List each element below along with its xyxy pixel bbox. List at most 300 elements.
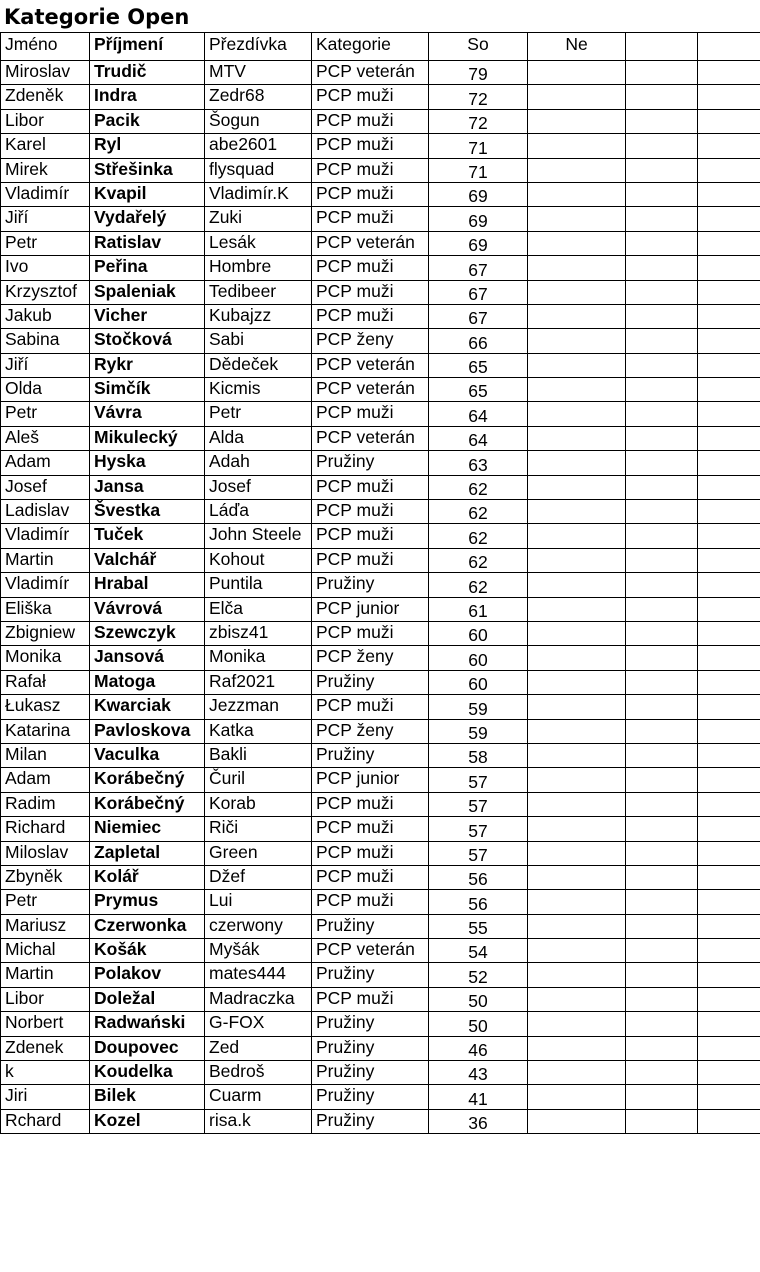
category-cell: PCP muži [312,548,429,572]
sunday-score-cell [528,597,626,621]
saturday-score-cell: 62 [429,524,528,548]
sunday-score-cell [528,426,626,450]
sunday-score-cell [528,353,626,377]
empty-cell [626,597,698,621]
saturday-score-cell: 55 [429,914,528,938]
first-name-cell: Libor [1,987,90,1011]
nickname-cell: Myšák [205,939,312,963]
last-name-cell: Vávra [90,402,205,426]
empty-cell [698,646,760,670]
saturday-score-cell: 52 [429,963,528,987]
empty-cell [626,378,698,402]
sunday-score-cell [528,1036,626,1060]
empty-cell [626,1012,698,1036]
nickname-cell: Šogun [205,109,312,133]
empty-cell [626,426,698,450]
empty-cell [626,329,698,353]
category-cell: PCP veterán [312,426,429,450]
nickname-cell: Adah [205,451,312,475]
category-cell: PCP muži [312,695,429,719]
empty-cell [626,865,698,889]
nickname-cell: Monika [205,646,312,670]
last-name-cell: Pavloskova [90,719,205,743]
saturday-score-cell: 62 [429,500,528,524]
sunday-score-cell [528,573,626,597]
empty-cell [698,61,760,85]
first-name-cell: Rafał [1,670,90,694]
first-name-cell: Zbyněk [1,865,90,889]
first-name-cell: Mariusz [1,914,90,938]
first-name-cell: Jakub [1,304,90,328]
nickname-cell: Madraczka [205,987,312,1011]
empty-cell [698,134,760,158]
category-cell: PCP veterán [312,378,429,402]
empty-cell [698,768,760,792]
saturday-score-cell: 64 [429,402,528,426]
last-name-cell: Bilek [90,1085,205,1109]
last-name-cell: Korábečný [90,768,205,792]
first-name-cell: Mirek [1,158,90,182]
saturday-score-cell: 72 [429,109,528,133]
table-row [1,939,760,963]
saturday-score-cell: 50 [429,1012,528,1036]
table-row [1,158,760,182]
first-name-cell: Łukasz [1,695,90,719]
empty-cell [626,109,698,133]
first-name-cell: Martin [1,548,90,572]
empty-cell [698,987,760,1011]
last-name-cell: Szewczyk [90,621,205,645]
empty-cell [698,524,760,548]
category-cell: PCP muži [312,890,429,914]
saturday-score-cell: 57 [429,792,528,816]
empty-cell [626,817,698,841]
saturday-score-cell: 59 [429,695,528,719]
empty-cell [698,182,760,206]
last-name-cell: Vaculka [90,743,205,767]
table-row [1,475,760,499]
last-name-cell: Rykr [90,353,205,377]
first-name-cell: Zdenek [1,1036,90,1060]
nickname-cell: John Steele [205,524,312,548]
first-name-cell: Petr [1,402,90,426]
category-cell: PCP muži [312,792,429,816]
empty-cell [626,939,698,963]
saturday-score-cell: 56 [429,890,528,914]
table-row [1,1012,760,1036]
nickname-cell: Láďa [205,500,312,524]
first-name-cell: Eliška [1,597,90,621]
saturday-score-cell: 66 [429,329,528,353]
first-name-cell: Richard [1,817,90,841]
table-row [1,695,760,719]
table-row [1,743,760,767]
last-name-cell: Vávrová [90,597,205,621]
first-name-cell: Aleš [1,426,90,450]
nickname-cell: Puntila [205,573,312,597]
nickname-cell: Katka [205,719,312,743]
last-name-cell: Jansová [90,646,205,670]
empty-cell [626,207,698,231]
header-first-name: Jméno [1,33,90,61]
category-cell: PCP muži [312,475,429,499]
nickname-cell: MTV [205,61,312,85]
category-cell: PCP ženy [312,329,429,353]
table-row [1,280,760,304]
sunday-score-cell [528,743,626,767]
sunday-score-cell [528,646,626,670]
category-cell: Pružiny [312,451,429,475]
empty-cell [626,1036,698,1060]
saturday-score-cell: 65 [429,378,528,402]
nickname-cell: zbisz41 [205,621,312,645]
header-sunday: Ne [528,33,626,61]
saturday-score-cell: 54 [429,939,528,963]
last-name-cell: Střešinka [90,158,205,182]
empty-cell [698,109,760,133]
nickname-cell: abe2601 [205,134,312,158]
nickname-cell: Riči [205,817,312,841]
category-cell: PCP muži [312,865,429,889]
last-name-cell: Koudelka [90,1061,205,1085]
sunday-score-cell [528,1109,626,1133]
first-name-cell: Krzysztof [1,280,90,304]
empty-cell [698,207,760,231]
saturday-score-cell: 62 [429,573,528,597]
first-name-cell: Karel [1,134,90,158]
saturday-score-cell: 62 [429,548,528,572]
nickname-cell: Jezzman [205,695,312,719]
last-name-cell: Jansa [90,475,205,499]
saturday-score-cell: 69 [429,207,528,231]
nickname-cell: flysquad [205,158,312,182]
category-cell: PCP muži [312,621,429,645]
empty-cell [626,963,698,987]
sunday-score-cell [528,280,626,304]
first-name-cell: Jiří [1,207,90,231]
category-cell: Pružiny [312,1109,429,1133]
category-cell: PCP ženy [312,646,429,670]
empty-cell [698,548,760,572]
empty-cell [626,841,698,865]
empty-cell [698,85,760,109]
last-name-cell: Korábečný [90,792,205,816]
first-name-cell: Zdeněk [1,85,90,109]
sunday-score-cell [528,231,626,255]
last-name-cell: Spaleniak [90,280,205,304]
empty-cell [626,695,698,719]
last-name-cell: Pacik [90,109,205,133]
category-cell: PCP muži [312,134,429,158]
empty-cell [698,1061,760,1085]
first-name-cell: Jiri [1,1085,90,1109]
last-name-cell: Valchář [90,548,205,572]
empty-cell [698,475,760,499]
empty-cell [698,865,760,889]
empty-cell [698,963,760,987]
table-row [1,548,760,572]
nickname-cell: Kubajzz [205,304,312,328]
last-name-cell: Trudič [90,61,205,85]
category-cell: Pružiny [312,670,429,694]
first-name-cell: Adam [1,451,90,475]
empty-cell [626,231,698,255]
last-name-cell: Zapletal [90,841,205,865]
last-name-cell: Kwarciak [90,695,205,719]
first-name-cell: Miloslav [1,841,90,865]
category-cell: Pružiny [312,914,429,938]
last-name-cell: Kozel [90,1109,205,1133]
empty-cell [698,378,760,402]
sunday-score-cell [528,963,626,987]
header-category: Kategorie [312,33,429,61]
saturday-score-cell: 69 [429,231,528,255]
saturday-score-cell: 61 [429,597,528,621]
sunday-score-cell [528,256,626,280]
category-cell: Pružiny [312,1061,429,1085]
first-name-cell: Vladimír [1,182,90,206]
first-name-cell: Monika [1,646,90,670]
table-row [1,378,760,402]
empty-cell [626,451,698,475]
saturday-score-cell: 59 [429,719,528,743]
category-cell: Pružiny [312,1085,429,1109]
table-row [1,890,760,914]
category-cell: PCP muži [312,158,429,182]
table-row [1,987,760,1011]
empty-cell [626,670,698,694]
sunday-score-cell [528,987,626,1011]
empty-cell [698,1085,760,1109]
nickname-cell: Lesák [205,231,312,255]
table-row [1,500,760,524]
saturday-score-cell: 46 [429,1036,528,1060]
header-empty-1 [626,33,698,61]
first-name-cell: Olda [1,378,90,402]
empty-cell [698,573,760,597]
category-cell: PCP veterán [312,353,429,377]
nickname-cell: Josef [205,475,312,499]
category-cell: PCP veterán [312,939,429,963]
empty-cell [626,256,698,280]
empty-cell [698,597,760,621]
sunday-score-cell [528,378,626,402]
first-name-cell: Petr [1,231,90,255]
saturday-score-cell: 72 [429,85,528,109]
category-cell: PCP muži [312,207,429,231]
first-name-cell: Norbert [1,1012,90,1036]
category-cell: Pružiny [312,573,429,597]
last-name-cell: Simčík [90,378,205,402]
first-name-cell: Radim [1,792,90,816]
saturday-score-cell: 64 [429,426,528,450]
saturday-score-cell: 71 [429,158,528,182]
empty-cell [698,670,760,694]
empty-cell [626,914,698,938]
saturday-score-cell: 67 [429,304,528,328]
empty-cell [626,1061,698,1085]
page-title: Kategorie Open [4,5,190,29]
nickname-cell: Kicmis [205,378,312,402]
sunday-score-cell [528,817,626,841]
sunday-score-cell [528,548,626,572]
first-name-cell: Milan [1,743,90,767]
first-name-cell: Ladislav [1,500,90,524]
empty-cell [626,890,698,914]
empty-cell [698,792,760,816]
last-name-cell: Radwański [90,1012,205,1036]
results-table [0,32,760,1134]
nickname-cell: Green [205,841,312,865]
empty-cell [626,548,698,572]
table-row [1,207,760,231]
empty-cell [698,158,760,182]
empty-cell [626,304,698,328]
sunday-score-cell [528,841,626,865]
empty-cell [698,695,760,719]
nickname-cell: Dědeček [205,353,312,377]
sunday-score-cell [528,402,626,426]
last-name-cell: Indra [90,85,205,109]
saturday-score-cell: 58 [429,743,528,767]
empty-cell [626,524,698,548]
sunday-score-cell [528,719,626,743]
empty-cell [626,743,698,767]
first-name-cell: Miroslav [1,61,90,85]
table-row [1,573,760,597]
empty-cell [698,1109,760,1133]
header-empty-2 [698,33,760,61]
empty-cell [626,182,698,206]
last-name-cell: Peřina [90,256,205,280]
category-cell: PCP muži [312,817,429,841]
last-name-cell: Niemiec [90,817,205,841]
nickname-cell: Zed [205,1036,312,1060]
table-row [1,85,760,109]
empty-cell [626,646,698,670]
table-row [1,646,760,670]
empty-cell [698,719,760,743]
saturday-score-cell: 56 [429,865,528,889]
table-row [1,1085,760,1109]
saturday-score-cell: 63 [429,451,528,475]
last-name-cell: Ryl [90,134,205,158]
nickname-cell: Bakli [205,743,312,767]
category-cell: PCP ženy [312,719,429,743]
nickname-cell: Vladimír.K [205,182,312,206]
nickname-cell: Bedroš [205,1061,312,1085]
category-cell: PCP muži [312,524,429,548]
table-row [1,402,760,426]
empty-cell [626,500,698,524]
table-row [1,914,760,938]
table-row [1,792,760,816]
nickname-cell: Zuki [205,207,312,231]
table-row [1,865,760,889]
last-name-cell: Czerwonka [90,914,205,938]
empty-cell [698,939,760,963]
first-name-cell: Katarina [1,719,90,743]
first-name-cell: Ivo [1,256,90,280]
category-cell: PCP muži [312,500,429,524]
empty-cell [698,621,760,645]
first-name-cell: Josef [1,475,90,499]
first-name-cell: Jiří [1,353,90,377]
sunday-score-cell [528,85,626,109]
last-name-cell: Vydařelý [90,207,205,231]
category-cell: PCP junior [312,768,429,792]
sunday-score-cell [528,1012,626,1036]
nickname-cell: G-FOX [205,1012,312,1036]
first-name-cell: Zbigniew [1,621,90,645]
category-cell: PCP muži [312,109,429,133]
first-name-cell: Vladimír [1,524,90,548]
empty-cell [626,792,698,816]
nickname-cell: Čuril [205,768,312,792]
category-cell: Pružiny [312,1012,429,1036]
empty-cell [626,353,698,377]
nickname-cell: Džef [205,865,312,889]
table-row [1,329,760,353]
sunday-score-cell [528,61,626,85]
last-name-cell: Tuček [90,524,205,548]
category-cell: PCP muži [312,182,429,206]
saturday-score-cell: 65 [429,353,528,377]
empty-cell [698,1036,760,1060]
empty-cell [698,280,760,304]
first-name-cell: k [1,1061,90,1085]
sunday-score-cell [528,768,626,792]
table-row [1,451,760,475]
saturday-score-cell: 79 [429,61,528,85]
saturday-score-cell: 67 [429,280,528,304]
last-name-cell: Hyska [90,451,205,475]
saturday-score-cell: 41 [429,1085,528,1109]
nickname-cell: Petr [205,402,312,426]
table-row [1,768,760,792]
saturday-score-cell: 36 [429,1109,528,1133]
nickname-cell: Tedibeer [205,280,312,304]
empty-cell [698,402,760,426]
saturday-score-cell: 60 [429,621,528,645]
table-row [1,719,760,743]
saturday-score-cell: 71 [429,134,528,158]
first-name-cell: Sabina [1,329,90,353]
sunday-score-cell [528,134,626,158]
sunday-score-cell [528,939,626,963]
table-row [1,426,760,450]
table-row [1,817,760,841]
table-row [1,61,760,85]
sunday-score-cell [528,695,626,719]
empty-cell [698,890,760,914]
empty-cell [626,402,698,426]
header-saturday: So [429,33,528,61]
category-cell: PCP muži [312,402,429,426]
empty-cell [698,256,760,280]
sunday-score-cell [528,890,626,914]
category-cell: Pružiny [312,743,429,767]
nickname-cell: Hombre [205,256,312,280]
sunday-score-cell [528,914,626,938]
last-name-cell: Prymus [90,890,205,914]
sunday-score-cell [528,792,626,816]
sunday-score-cell [528,670,626,694]
sunday-score-cell [528,500,626,524]
last-name-cell: Kolář [90,865,205,889]
empty-cell [698,426,760,450]
sunday-score-cell [528,621,626,645]
